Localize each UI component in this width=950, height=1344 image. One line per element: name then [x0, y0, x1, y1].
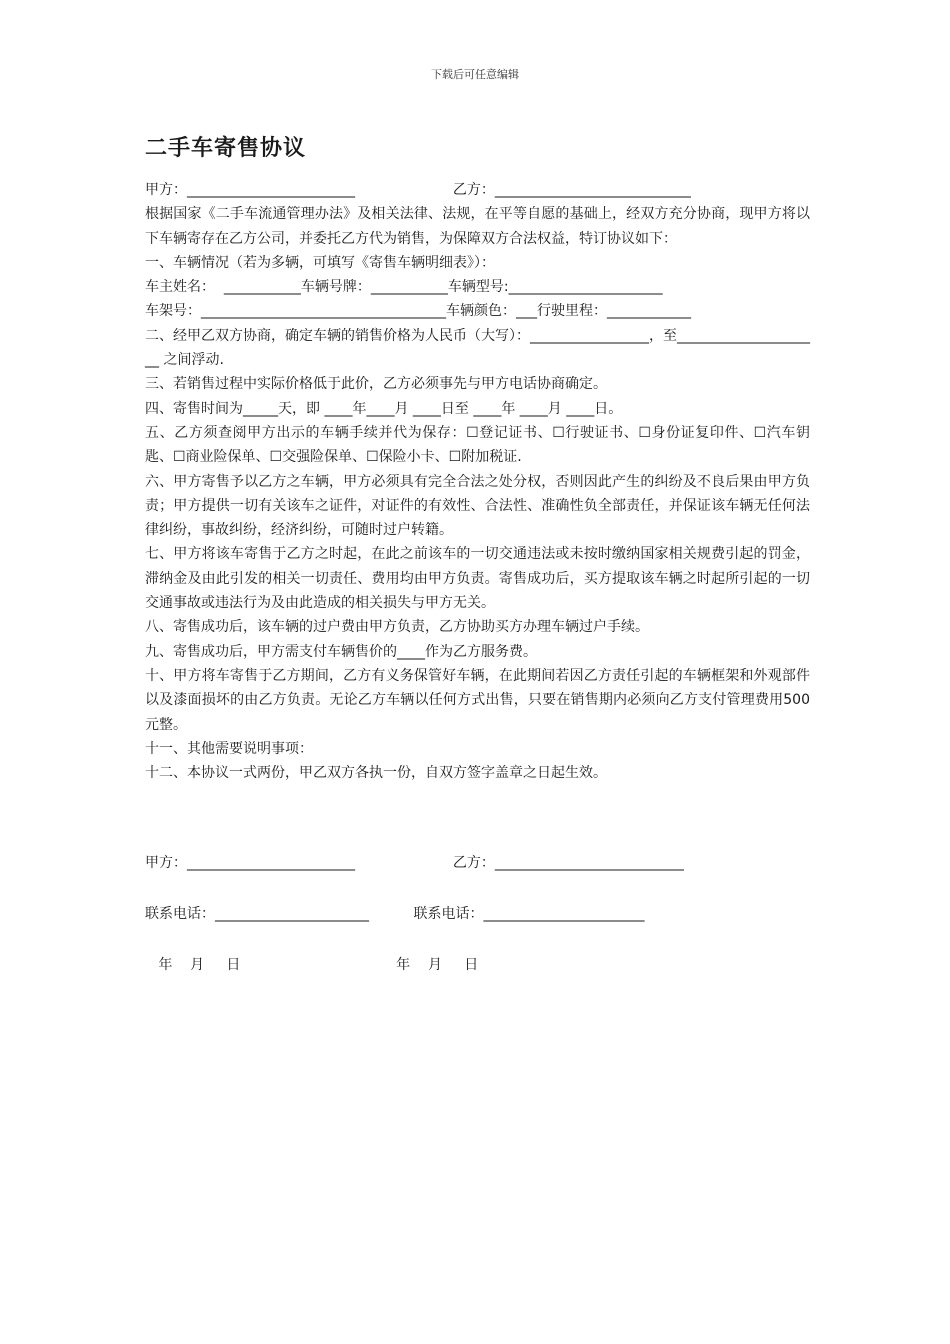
document-title: 二手车寄售协议 [145, 136, 307, 161]
paragraph-transfer-fee: 八、寄售成功后，该车辆的过户费由甲方负责，乙方协助买方办理车辆过户手续。 [145, 619, 649, 636]
owner-plate-model-line: 车主姓名： ___________车辆号牌：___________车辆型号:______________________ [145, 279, 663, 296]
signature-dates: 年 月 日 年 月 日 [145, 957, 479, 974]
document-body [145, 132, 810, 977]
paragraph-other: 十一、其他需要说明事项： [145, 740, 313, 757]
signature-parties: 甲方：________________________ 乙方：___________________________ [145, 855, 684, 872]
vin-color-mileage-line: 车架号：___________________________________车辆颜色：___行驶里程：____________ [145, 303, 691, 320]
paragraph-ownership: 六、甲方寄售予以乙方之车辆，甲方必须具有完全合法之处分权，否则因此产生的纠纷及不良后果由甲方负责；甲方提供一切有关该车之证件，对证件的有效性、合法性、准确性负全部责任，并保证该车辆无任何法律纠纷，事故纠纷，经济纠纷，可随时过户转籍。 [145, 473, 810, 539]
paragraph-intro: 根据国家《二手车流通管理办法》及相关法律、法规，在平等自愿的基础上，经双方充分协商，现甲方将以下车辆寄存在乙方公司，并委托乙方代为销售，为保障双方合法权益，特订协议如下： [145, 206, 810, 247]
paragraph-service-fee: 九、寄售成功后，甲方需支付车辆售价的____作为乙方服务费。 [145, 643, 537, 660]
paragraph-storage: 十、甲方将车寄售于乙方期间，乙方有义务保管好车辆，在此期间若因乙方责任引起的车辆框架和外观部件以及漆面损坏的由乙方负责。无论乙方车辆以任何方式出售，只要在销售期内必须向乙方支付管理费用500元整。 [145, 667, 810, 733]
paragraph-price: 二、经甲乙双方协商，确定车辆的销售价格为人民币（大写）：_________________，至_____________________ 之间浮动. [145, 327, 810, 369]
paragraph-liability: 七、甲方将该车寄售于乙方之时起，在此之前该车的一切交通违法或未按时缴纳国家相关规费引起的罚金，滞纳金及由此引发的相关一切责任、费用均由甲方负责。寄售成功后，买方提取该车辆之时起所引起的一切交通事故或违法行为及由此造成的相关损失与甲方无关。 [145, 546, 810, 612]
signature-phones: 联系电话：______________________ 联系电话：_______________________ [145, 906, 645, 923]
paragraph-vehicle-info: 一、车辆情况（若为多辆，可填写《寄售车辆明细表》）： [145, 254, 495, 271]
header-note: 下载后可任意编辑 [431, 68, 519, 81]
paragraph-documents: 五、乙方须查阅甲方出示的车辆手续并代为保存：☐登记证书、☐行驶证书、☐身份证复印件、☐汽车钥匙、☐商业险保单、☐交强险保单、☐保险小卡、☐附加税证. [145, 424, 810, 466]
parties-line: 甲方：________________________ 乙方：____________________________ [145, 182, 691, 198]
paragraph-lower-price: 三、若销售过程中实际价格低于此价，乙方必须事先与甲方电话协商确定。 [145, 376, 607, 393]
paragraph-duration: 四、寄售时间为_____天，即 ____年____月 ____日至 ____年 ____月 ____日。 [145, 400, 623, 417]
paragraph-effective: 十二、本协议一式两份，甲乙双方各执一份，自双方签字盖章之日起生效。 [145, 765, 607, 782]
